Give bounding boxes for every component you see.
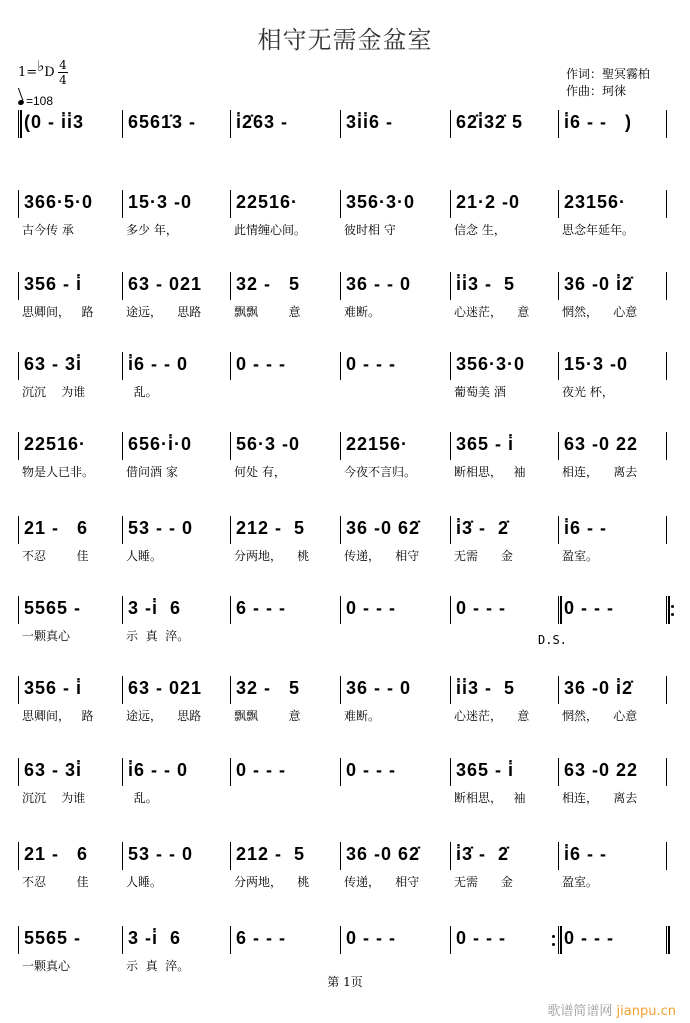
score-row bbox=[18, 190, 678, 250]
lyric: 借问酒 家 bbox=[126, 465, 178, 479]
lyric: 盈室。 bbox=[562, 875, 599, 889]
barline bbox=[558, 676, 559, 704]
barline bbox=[666, 352, 667, 380]
notes-line bbox=[18, 432, 678, 462]
lyric: 一颗真心 bbox=[22, 959, 71, 973]
measure: 212 - 5 bbox=[236, 844, 306, 864]
watermark-en: jianpu.cn bbox=[616, 1004, 676, 1019]
measure: 63 -0 22 bbox=[564, 434, 639, 454]
barline bbox=[340, 758, 341, 786]
measure: i̇2̇63 - bbox=[236, 112, 289, 132]
measure: 356·3·0 bbox=[456, 354, 526, 374]
measure: 36 -0 62̇ bbox=[346, 518, 421, 538]
barline bbox=[340, 190, 341, 218]
barline bbox=[666, 516, 667, 544]
lyric: 断相思， 袖 bbox=[454, 465, 526, 479]
lyric: 传递， 相守 bbox=[344, 549, 420, 563]
barline bbox=[558, 272, 559, 300]
score-row bbox=[18, 758, 678, 818]
repeat-dots-icon bbox=[670, 600, 676, 620]
barline bbox=[558, 758, 559, 786]
lyric: 传递， 相守 bbox=[344, 875, 420, 889]
song-title: 相守无需金盆室 bbox=[257, 26, 433, 54]
lyric: 飘飘 意 bbox=[234, 305, 301, 319]
barline bbox=[230, 352, 231, 380]
barline bbox=[230, 842, 231, 870]
barline bbox=[558, 110, 559, 138]
measure: 56·3 -0 bbox=[236, 434, 301, 454]
measure: 22516· bbox=[24, 434, 87, 454]
lyric: 分两地， 桃 bbox=[234, 875, 310, 889]
measure: 3i̇i̇6 - bbox=[346, 112, 394, 132]
barline bbox=[18, 272, 19, 300]
barline bbox=[122, 758, 123, 786]
barline bbox=[666, 110, 667, 138]
tempo-marking bbox=[18, 94, 53, 108]
measure: 63 -0 22 bbox=[564, 760, 639, 780]
score-row bbox=[18, 110, 678, 170]
measure: 366·5·0 bbox=[24, 192, 94, 212]
lyric: 此情缠心间。 bbox=[234, 223, 307, 237]
barline bbox=[450, 190, 451, 218]
barline bbox=[122, 432, 123, 460]
measure: 0 - - - bbox=[456, 928, 506, 948]
barline bbox=[666, 842, 667, 870]
measure: 0 - - - bbox=[564, 598, 614, 618]
page-number: 第 1页 bbox=[327, 975, 363, 989]
barline bbox=[122, 272, 123, 300]
barline bbox=[230, 432, 231, 460]
notes-line bbox=[18, 272, 678, 302]
barline bbox=[230, 926, 231, 954]
lyric: 惘然， 心意 bbox=[562, 305, 638, 319]
score-row bbox=[18, 432, 678, 492]
measure: 22156· bbox=[346, 434, 409, 454]
lyric: 难断。 bbox=[344, 305, 381, 319]
barline bbox=[666, 432, 667, 460]
measure: 6561̇3 - bbox=[128, 112, 197, 132]
measure: 5565 - bbox=[24, 928, 82, 948]
barline bbox=[122, 926, 123, 954]
lyric: 飘飘 意 bbox=[234, 709, 301, 723]
barline bbox=[558, 352, 559, 380]
lyric: 彼时相 守 bbox=[344, 223, 396, 237]
lyric: 夜光 杯， bbox=[562, 385, 614, 399]
notes-line bbox=[18, 352, 678, 382]
lyric: 心迷茫， 意 bbox=[454, 305, 530, 319]
measure: 53 - - 0 bbox=[128, 844, 194, 864]
barline bbox=[340, 516, 341, 544]
measure: 36 -0 i̇2̇ bbox=[564, 678, 634, 698]
barline bbox=[340, 110, 341, 138]
barline bbox=[18, 676, 19, 704]
barline bbox=[230, 676, 231, 704]
lyric: 盈室。 bbox=[562, 549, 599, 563]
score-row bbox=[18, 516, 678, 576]
notes-line bbox=[18, 516, 678, 546]
measure: 356 - i̇ bbox=[24, 678, 83, 698]
barline bbox=[230, 516, 231, 544]
lyric: 思卿间， 路 bbox=[22, 305, 94, 319]
measure: 21 - 6 bbox=[24, 518, 89, 538]
lyric: 葡萄美 酒 bbox=[454, 385, 506, 399]
time-top: 4 bbox=[59, 58, 67, 72]
notes-line bbox=[18, 926, 678, 956]
measure: i̇3̇ - 2̇ bbox=[456, 518, 510, 538]
lyric: 一颗真心 bbox=[22, 629, 71, 643]
barline bbox=[18, 596, 19, 624]
measure: 6 - - - bbox=[236, 928, 286, 948]
barline bbox=[666, 926, 670, 954]
notes-line bbox=[18, 596, 678, 626]
measure: 365 - i̇ bbox=[456, 434, 515, 454]
quarter-note-icon bbox=[17, 99, 24, 106]
measure: (0 - i̇i̇3 bbox=[24, 112, 85, 132]
measure: 36 - - 0 bbox=[346, 274, 412, 294]
measure: 0 - - - bbox=[236, 354, 286, 374]
measure: 0 - - - bbox=[346, 760, 396, 780]
notes-line bbox=[18, 190, 678, 220]
time-bottom: 4 bbox=[59, 73, 67, 87]
lyric: 人睡。 bbox=[126, 549, 163, 563]
barline bbox=[450, 432, 451, 460]
barline bbox=[18, 758, 19, 786]
lyric: 难断。 bbox=[344, 709, 381, 723]
notes-line bbox=[18, 110, 678, 140]
barline bbox=[230, 596, 231, 624]
credits bbox=[566, 66, 650, 100]
barline bbox=[122, 596, 123, 624]
lyric: 古今传 承 bbox=[22, 223, 74, 237]
lyric: 无需 金 bbox=[454, 875, 513, 889]
barline bbox=[122, 676, 123, 704]
barline bbox=[230, 110, 231, 138]
measure: i̇6 - - bbox=[564, 844, 608, 864]
measure: 5565 - bbox=[24, 598, 82, 618]
repeat-dots-icon bbox=[551, 930, 557, 950]
measure: 36 - - 0 bbox=[346, 678, 412, 698]
barline bbox=[558, 432, 559, 460]
barline bbox=[450, 676, 451, 704]
measure: 32 - 5 bbox=[236, 678, 301, 698]
measure: 63 - 3i̇ bbox=[24, 354, 83, 374]
measure: 15·3 -0 bbox=[564, 354, 629, 374]
barline bbox=[340, 432, 341, 460]
measure: 15·3 -0 bbox=[128, 192, 193, 212]
tempo-value: =108 bbox=[26, 94, 54, 108]
time-signature bbox=[58, 58, 68, 87]
barline bbox=[122, 516, 123, 544]
lyric: 乱。 bbox=[126, 385, 158, 399]
lyric: 途远， 思路 bbox=[126, 709, 202, 723]
measure: 21·2 -0 bbox=[456, 192, 521, 212]
key-signature bbox=[18, 57, 55, 80]
barline bbox=[450, 926, 451, 954]
measure: 656·i̇·0 bbox=[128, 434, 193, 454]
measure: 212 - 5 bbox=[236, 518, 306, 538]
measure: 0 - - - bbox=[346, 928, 396, 948]
lyric: 不忍 佳 bbox=[22, 875, 89, 889]
measure: 36 -0 i̇2̇ bbox=[564, 274, 634, 294]
notes-line bbox=[18, 842, 678, 872]
barline bbox=[666, 676, 667, 704]
barline bbox=[666, 758, 667, 786]
lyric: 相连， 离去 bbox=[562, 791, 638, 805]
lyric: 不忍 佳 bbox=[22, 549, 89, 563]
measure: 0 - - - bbox=[236, 760, 286, 780]
measure: i̇6 - - 0 bbox=[128, 354, 189, 374]
score-row bbox=[18, 596, 678, 656]
measure: 0 - - - bbox=[346, 598, 396, 618]
measure: 53 - - 0 bbox=[128, 518, 194, 538]
lyric: 分两地， 桃 bbox=[234, 549, 310, 563]
barline bbox=[450, 352, 451, 380]
barline bbox=[230, 272, 231, 300]
score-row bbox=[18, 352, 678, 412]
measure: i̇i̇3 - 5 bbox=[456, 274, 516, 294]
lyric: 今夜不言归。 bbox=[344, 465, 417, 479]
lyric: 沉沉 为谁 bbox=[22, 791, 86, 805]
barline bbox=[340, 926, 341, 954]
barline bbox=[450, 516, 451, 544]
measure: 356 - i̇ bbox=[24, 274, 83, 294]
lyric: 相连， 离去 bbox=[562, 465, 638, 479]
lyric: 思卿间， 路 bbox=[22, 709, 94, 723]
measure: 63 - 021 bbox=[128, 678, 203, 698]
barline bbox=[558, 596, 562, 624]
measure: 63 - 3i̇ bbox=[24, 760, 83, 780]
barline bbox=[450, 758, 451, 786]
barline bbox=[230, 758, 231, 786]
measure: 3 -i̇ 6 bbox=[128, 598, 182, 618]
barline bbox=[122, 110, 123, 138]
lyric: 乱。 bbox=[126, 791, 158, 805]
barline bbox=[666, 272, 667, 300]
notes-line bbox=[18, 676, 678, 706]
measure: 36 -0 62̇ bbox=[346, 844, 421, 864]
lyric: 示 真 淬。 bbox=[126, 629, 190, 643]
barline bbox=[18, 352, 19, 380]
score-row bbox=[18, 842, 678, 902]
barline bbox=[340, 352, 341, 380]
barline bbox=[558, 190, 559, 218]
measure: 356·3·0 bbox=[346, 192, 416, 212]
barline bbox=[340, 596, 341, 624]
measure: 365 - i̇ bbox=[456, 760, 515, 780]
measure: 3 -i̇ 6 bbox=[128, 928, 182, 948]
measure: 22516· bbox=[236, 192, 299, 212]
measure: i̇6 - - bbox=[564, 518, 608, 538]
measure: i̇3̇ - 2̇ bbox=[456, 844, 510, 864]
measure: 21 - 6 bbox=[24, 844, 89, 864]
measure: 32 - 5 bbox=[236, 274, 301, 294]
barline bbox=[450, 842, 451, 870]
measure: 63 - 021 bbox=[128, 274, 203, 294]
measure: i̇6 - - 0 bbox=[128, 760, 189, 780]
barline bbox=[230, 190, 231, 218]
lyric: 惘然， 心意 bbox=[562, 709, 638, 723]
measure: 0 - - - bbox=[564, 928, 614, 948]
measure: i̇6 - - ) bbox=[564, 112, 632, 132]
measure: 6 - - - bbox=[236, 598, 286, 618]
barline bbox=[122, 842, 123, 870]
measure: i̇i̇3 - 5 bbox=[456, 678, 516, 698]
measure: 23156· bbox=[564, 192, 627, 212]
measure: 62̇i̇32̇ 5 bbox=[456, 112, 524, 132]
barline bbox=[340, 676, 341, 704]
lyric: 无需 金 bbox=[454, 549, 513, 563]
measure: 0 - - - bbox=[456, 598, 506, 618]
barline bbox=[18, 516, 19, 544]
barline bbox=[18, 926, 19, 954]
barline bbox=[450, 272, 451, 300]
flat-icon: ♭ bbox=[37, 57, 45, 75]
barline bbox=[558, 926, 562, 954]
lyric: 途远， 思路 bbox=[126, 305, 202, 319]
key-note: D bbox=[44, 65, 55, 80]
ds-marking: D.S. bbox=[538, 633, 567, 647]
barline bbox=[340, 842, 341, 870]
barline bbox=[18, 432, 19, 460]
lyric: 断相思， 袖 bbox=[454, 791, 526, 805]
score-row bbox=[18, 676, 678, 736]
barline bbox=[666, 190, 667, 218]
barline bbox=[122, 190, 123, 218]
lyric: 人睡。 bbox=[126, 875, 163, 889]
lyric: 物是人已非。 bbox=[22, 465, 95, 479]
key-prefix: 1= bbox=[18, 65, 38, 80]
barline bbox=[558, 516, 559, 544]
composer: 作曲：珂徕 bbox=[566, 84, 627, 98]
watermark-cn: 歌谱简谱网 bbox=[547, 1004, 613, 1019]
score-row bbox=[18, 272, 678, 332]
lyricist: 作词：聖冥霧柏 bbox=[566, 67, 651, 81]
barline bbox=[122, 352, 123, 380]
lyric: 何处 有， bbox=[234, 465, 286, 479]
barline bbox=[18, 190, 19, 218]
lyric: 沉沉 为谁 bbox=[22, 385, 86, 399]
notes-line bbox=[18, 758, 678, 788]
lyric: 心迷茫， 意 bbox=[454, 709, 530, 723]
barline bbox=[450, 110, 451, 138]
lyric: 思念年延年。 bbox=[562, 223, 635, 237]
lyric: 信念 生， bbox=[454, 223, 506, 237]
barline bbox=[340, 272, 341, 300]
barline bbox=[558, 842, 559, 870]
barline bbox=[18, 842, 19, 870]
barline bbox=[450, 596, 451, 624]
lyric: 示 真 淬。 bbox=[126, 959, 190, 973]
measure: 0 - - - bbox=[346, 354, 396, 374]
lyric: 多少 年， bbox=[126, 223, 178, 237]
barline bbox=[18, 110, 22, 138]
watermark bbox=[547, 1000, 676, 1019]
